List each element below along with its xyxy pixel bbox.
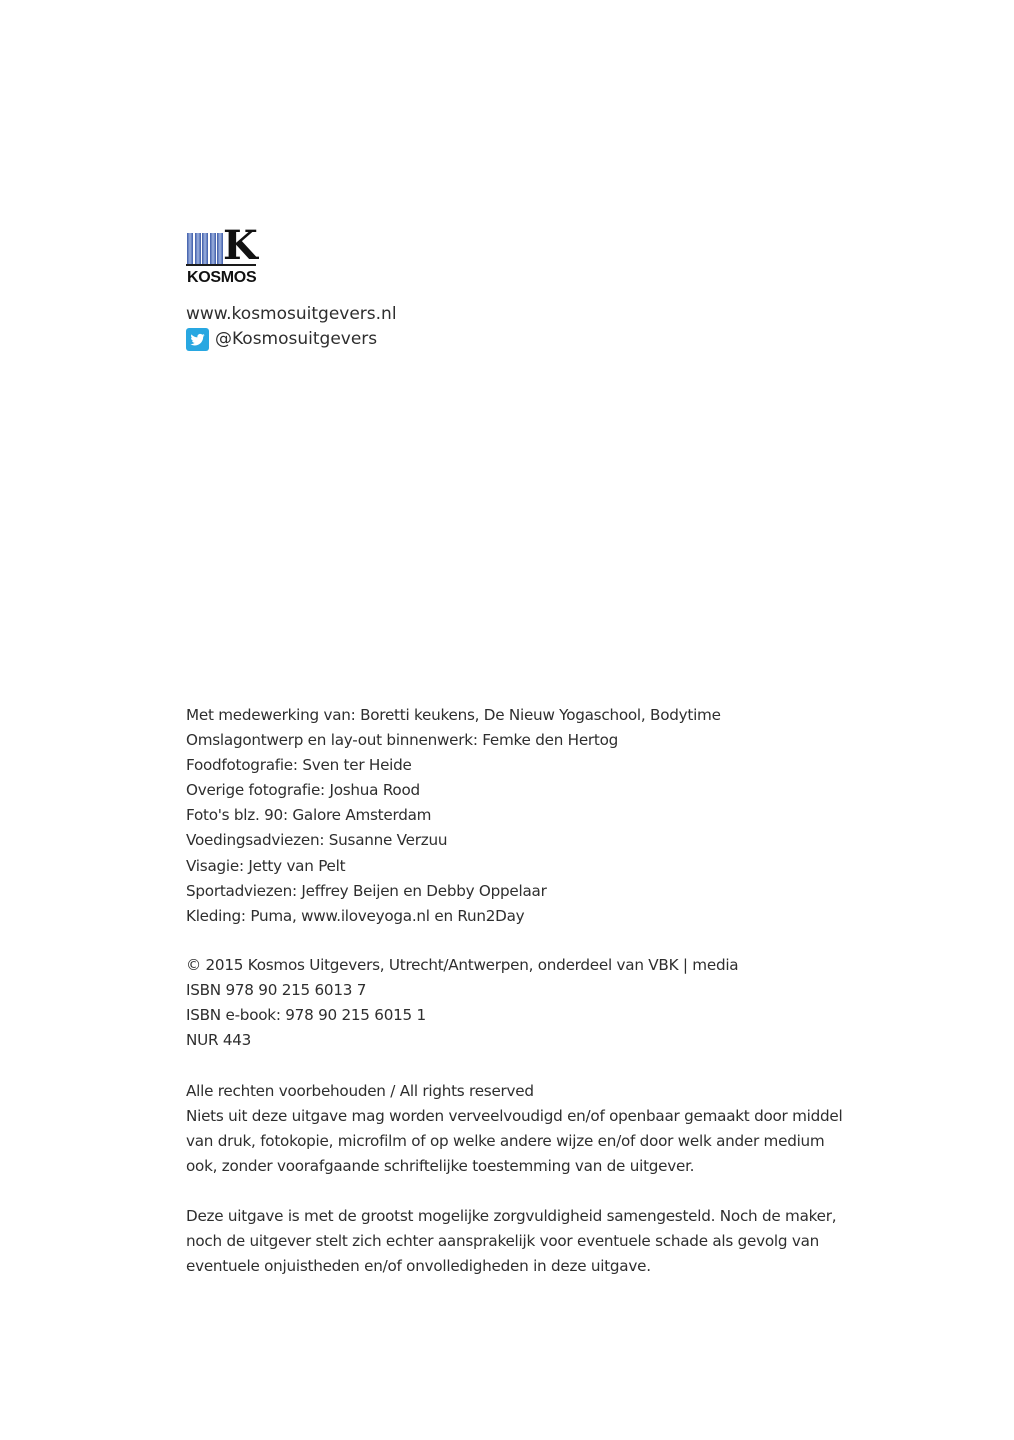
logo-k-letter: K <box>223 222 258 269</box>
logo-bar <box>187 233 193 264</box>
logo-wordmark: KOSMOS <box>187 269 257 286</box>
website-link[interactable]: www.kosmosuitgevers.nl <box>186 304 397 324</box>
rights-line: Niets uit deze uitgave mag worden verveelvoudigd en/of openbaar gemaakt door middel <box>186 1107 843 1126</box>
logo-bar <box>202 233 208 264</box>
rights-line: ook, zonder voorafgaande schriftelijke toestemming van de uitgever. <box>186 1157 695 1176</box>
credit-line: Foto's blz. 90: Galore Amsterdam <box>186 806 432 825</box>
logo-bar <box>195 233 201 264</box>
rights-line: van druk, fotokopie, microfilm of op welke andere wijze en/of door welk ander medium <box>186 1132 825 1151</box>
logo-bar <box>210 233 216 264</box>
copyright-line: © 2015 Kosmos Uitgevers, Utrecht/Antwerpen, onderdeel van VBK | media <box>186 956 739 974</box>
kosmos-logo <box>186 222 258 288</box>
twitter-handle: @Kosmosuitgevers <box>215 329 378 349</box>
rights-block <box>186 1079 842 1179</box>
bibliographic-block <box>186 953 738 1053</box>
rights-line: Alle rechten voorbehouden / All rights reserved <box>186 1082 534 1100</box>
credit-line: Omslagontwerp en lay-out binnenwerk: Femke den Hertog <box>186 731 619 750</box>
twitter-icon <box>186 328 209 351</box>
credit-line: Foodfotografie: Sven ter Heide <box>186 756 412 775</box>
disclaimer-line: noch de uitgever stelt zich echter aansprakelijk voor eventuele schade als gevolg van <box>186 1232 819 1251</box>
credit-line: Sportadviezen: Jeffrey Beijen en Debby Oppelaar <box>186 881 547 900</box>
publisher-contact <box>186 302 397 352</box>
disclaimer-line: eventuele onjuistheden en/of onvolledigheden in deze uitgave. <box>186 1257 651 1276</box>
credits-block <box>186 703 721 929</box>
disclaimer-line: Deze uitgave is met de grootst mogelijke zorgvuldigheid samengesteld. Noch de maker, <box>186 1207 837 1225</box>
credit-line: Overige fotografie: Joshua Rood <box>186 781 420 800</box>
isbn-line: ISBN 978 90 215 6013 7 <box>186 981 367 1000</box>
nur-line: NUR 443 <box>186 1031 252 1050</box>
twitter-line[interactable] <box>186 327 397 352</box>
disclaimer-block <box>186 1204 836 1279</box>
logo-mark <box>186 222 258 269</box>
isbn-ebook-line: ISBN e-book: 978 90 215 6015 1 <box>186 1006 426 1025</box>
credit-line: Voedingsadviezen: Susanne Verzuu <box>186 831 448 850</box>
credit-line: Met medewerking van: Boretti keukens, De Nieuw Yogaschool, Bodytime <box>186 706 721 724</box>
credit-line: Kleding: Puma, www.iloveyoga.nl en Run2Day <box>186 906 525 925</box>
credit-line: Visagie: Jetty van Pelt <box>186 856 346 875</box>
logo-bars-icon <box>187 233 225 264</box>
